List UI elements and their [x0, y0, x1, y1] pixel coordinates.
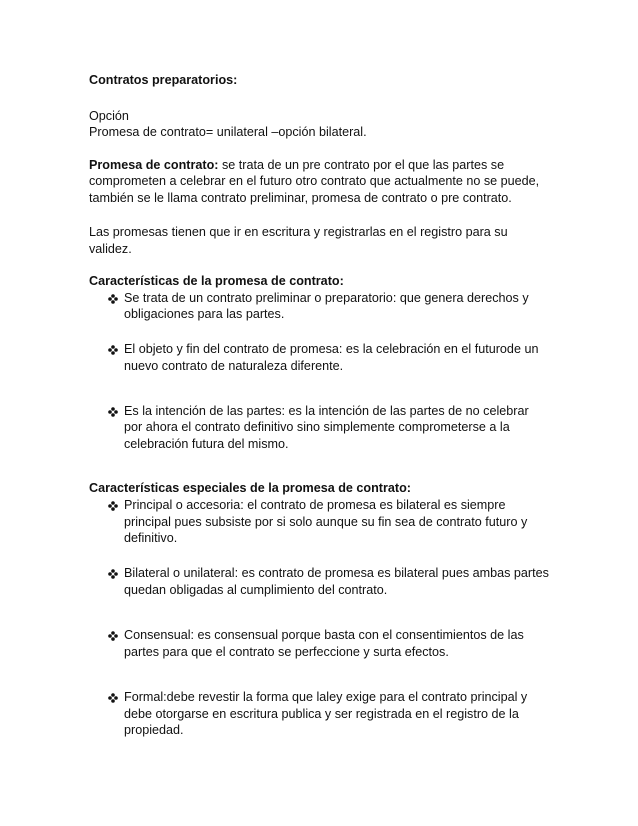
list-item-line: Se trata de un contrato preliminar o preparatorio: que genera derechos y — [124, 291, 529, 305]
list-item-line: debe otorgarse en escritura publica y ser registrada en el registro de la — [124, 707, 519, 721]
characteristics-heading: Características de la promesa de contrato: — [89, 274, 344, 288]
list-item-line: El objeto y fin del contrato de promesa: es la celebración en el futurode un — [124, 342, 539, 356]
special-characteristics-heading: Características especiales de la promesa de contrato: — [89, 481, 411, 495]
diamond-bullet-icon — [108, 627, 120, 644]
diamond-bullet-icon — [108, 341, 120, 358]
list-item-line: quedan obligadas al cumplimiento del contrato. — [124, 583, 388, 597]
diamond-bullet-icon — [108, 290, 120, 307]
promise-types-line: Promesa de contrato= unilateral –opción bilateral. — [89, 125, 367, 139]
definition-line-1 — [89, 157, 504, 174]
list-item-line: principal pues subsiste por si solo aunque su fin sea de contrato futuro y — [124, 515, 528, 529]
list-item-line: propiedad. — [124, 723, 184, 737]
list-item-line: por ahora el contrato definitivo sino simplemente comprometerse a la — [124, 420, 510, 434]
document-heading: Contratos preparatorios: — [89, 73, 238, 87]
registration-line-1: Las promesas tienen que ir en escritura y registrarlas en el registro para su — [89, 225, 508, 239]
list-item-line: Principal o accesoria: el contrato de promesa es bilateral es siempre — [124, 498, 506, 512]
diamond-bullet-icon — [108, 497, 120, 514]
list-item-line: obligaciones para las partes. — [124, 307, 285, 321]
definition-term: Promesa de contrato: — [89, 158, 219, 172]
list-item-line: partes para que el contrato se perfeccione y surta efectos. — [124, 645, 449, 659]
list-item-line: Formal:debe revestir la forma que laley exige para el contrato principal y — [124, 690, 528, 704]
diamond-bullet-icon — [108, 403, 120, 420]
list-item-line: definitivo. — [124, 531, 178, 545]
diamond-bullet-icon — [108, 689, 120, 706]
list-item-line: nuevo contrato de naturaleza diferente. — [124, 359, 344, 373]
diamond-bullet-icon — [108, 565, 120, 582]
list-item-line: Consensual: es consensual porque basta con el consentimientos de las — [124, 628, 524, 642]
definition-line-2: comprometen a celebrar en el futuro otro contrato que actualmente no se puede, — [89, 174, 540, 188]
definition-text: se trata de un pre contrato por el que las partes se — [218, 158, 505, 172]
option-label: Opción — [89, 109, 129, 123]
list-item-line: Es la intención de las partes: es la intención de las partes de no celebrar — [124, 404, 529, 418]
list-item-line: celebración futura del mismo. — [124, 437, 289, 451]
registration-line-2: validez. — [89, 242, 132, 256]
list-item-line: Bilateral o unilateral: es contrato de promesa es bilateral pues ambas partes — [124, 566, 549, 580]
definition-line-3: también se le llama contrato preliminar, promesa de contrato o pre contrato. — [89, 191, 512, 205]
